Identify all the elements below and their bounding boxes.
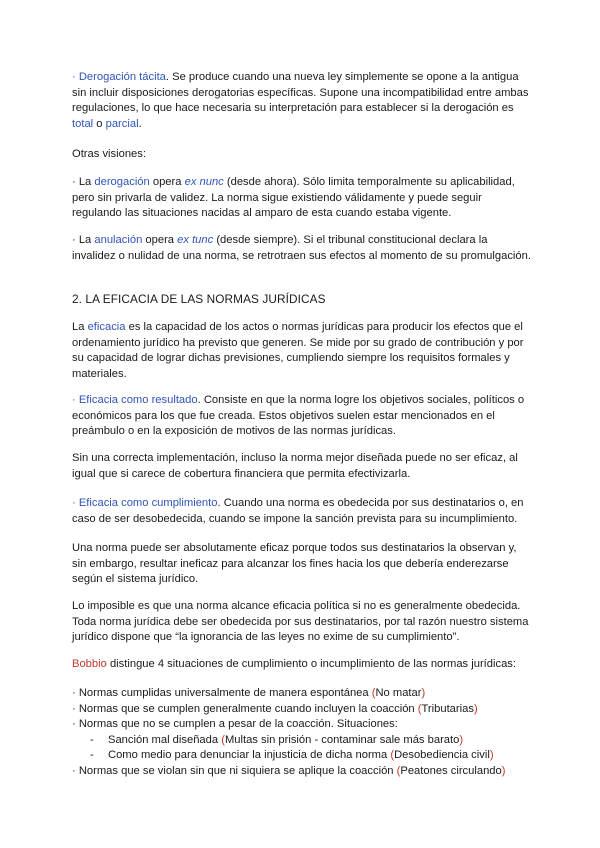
derogacion-prefix: · La: [72, 176, 95, 188]
derogacion-opera: opera: [149, 176, 185, 188]
connector-o: o: [93, 117, 106, 130]
list-subitem: - Como medio para denunciar la injusticia de dicha norma (Desobediencia civil): [72, 748, 532, 764]
list-situaciones: [72, 686, 532, 779]
list-item: · Normas que se violan sin que ni siquiera se aplique la coacción (Peatones circulando): [72, 764, 506, 777]
eficacia-prefix: La: [72, 321, 88, 333]
latin-ex-tunc: ex tunc: [177, 234, 214, 246]
derogacion-text: (desde ahora). Sólo limita temporalmente su aplicabilidad, pero sin privarla de validez. La norma sigue existiendo válidamente y puede seguir regulando las situaciones nacidas al amparo de esta cuando estaba vigente.: [72, 176, 515, 219]
anulacion-text: (desde siempre). Si el tribunal constitucional declara la invalidez o nulidad de una norma, se retrotraen sus efectos al momento de su promulgación.: [72, 234, 531, 262]
list-item: · Normas que se cumplen generalmente cuando incluyen la coacción (Tributarias): [72, 702, 478, 715]
list-item: · Normas cumplidas universalmente de manera espontánea (No matar): [72, 687, 426, 699]
situacion-example: Peatones circulando: [400, 764, 502, 777]
term-total: total: [72, 117, 94, 130]
term-derogacion: derogación: [94, 176, 150, 188]
paragraph-imposible: [72, 599, 532, 646]
situacion-text: Como medio para denunciar la injusticia de dicha norma: [108, 749, 391, 761]
eficacia-cumplimiento-text: . Cuando una norma es obedecida por sus destinatarios o, en caso de ser desobedecida, cuando se impone la sanción prevista para su incumplimiento.: [72, 497, 524, 525]
implementacion-text: Sin una correcta implementación, incluso la norma mejor diseñada puede no ser eficaz, al igual que si carece de cobertura financiera que permita efectivizarla.: [72, 452, 518, 480]
paragraph-eficacia-cumplimiento: [72, 496, 532, 527]
paragraph-implementacion: [72, 451, 532, 482]
derogacion-tacita-text: . Se produce cuando una nueva ley simplemente se opone a la antigua sin incluir disposiciones derogatorias específicas. Supone una incompatibilidad entre ambas regulaciones, lo que hace necesaria su interpretación para establecer si la derogación es: [72, 71, 529, 114]
eficacia-text: es la capacidad de los actos o normas jurídicas para producir los efectos que el ordenamiento jurídico ha previsto que generen. Se mide por su grado de contribución y por su capacidad de lograr dichas previsiones, cumpliendo siempre los requisitos formales y materiales.: [72, 321, 524, 380]
situacion-text: Sanción mal diseñada: [108, 733, 222, 746]
anulacion-prefix: · La: [72, 234, 95, 246]
section-title: [72, 292, 532, 308]
situacion-example: No matar: [375, 687, 422, 699]
situacion-text: · Normas que se violan sin que ni siquiera se aplique la coacción: [72, 764, 397, 777]
paragraph-eficacia-resultado: [72, 393, 532, 440]
situacion-text: · Normas que no se cumplen a pesar de la coacción. Situaciones:: [72, 718, 398, 730]
paragraph-bobbio: [72, 657, 532, 673]
paragraph-otras-visiones: [72, 147, 532, 163]
paragraph-derogacion-tacita: [72, 70, 532, 132]
eficacia-resultado-text: . Consiste en que la norma logre los objetivos sociales, políticos o económicos para los que fue creada. Estos objetivos suelen estar mencionados en el preámbulo o en la exposición de motivos de las normas jurídicas.: [72, 394, 525, 437]
imposible-text: Lo imposible es que una norma alcance eficacia política si no es generalmente obedecida. Toda norma jurídica debe ser obedecida por sus destinatarios, por tal razón nuestro sistema jurídico dispone que “la ignorancia de las leyes no exime de su cumplimiento”.: [72, 600, 529, 643]
paragraph-absolutamente-eficaz: [72, 541, 532, 588]
paragraph-eficacia-def: [72, 320, 532, 382]
paragraph-derogacion: [72, 175, 532, 222]
dash-marker: -: [90, 733, 94, 746]
list-subitem: - Sanción mal diseñada (Multas sin prisión - contaminar sale más barato): [72, 733, 532, 749]
period: .: [138, 117, 142, 130]
term-eficacia-resultado: · Eficacia como resultado: [72, 394, 198, 406]
absolutamente-eficaz-text: Una norma puede ser absolutamente eficaz porque todos sus destinatarios la observan y, sin embargo, resultar ineficaz para alcanzar los fines hacia los que debería enderezarse según el sistema jurídico.: [72, 542, 517, 585]
situacion-text: · Normas que se cumplen generalmente cuando incluyen la coacción: [72, 702, 418, 715]
list-item: [72, 717, 532, 733]
term-derogacion-tacita: Derogación tácita: [78, 71, 166, 83]
situacion-example: Multas sin prisión - contaminar sale más barato: [224, 733, 460, 746]
situacion-example: Desobediencia civil: [394, 749, 490, 761]
term-eficacia-cumplimiento: · Eficacia como cumplimiento: [72, 497, 218, 509]
situacion-text: · Normas cumplidas universalmente de manera espontánea: [72, 687, 372, 699]
term-parcial: parcial: [105, 117, 139, 130]
bullet-marker: ·: [72, 71, 79, 83]
name-bobbio: Bobbio: [72, 658, 107, 670]
bobbio-text: distingue 4 situaciones de cumplimiento o incumplimiento de las normas jurídicas:: [106, 658, 517, 670]
section-title-text: 2. LA EFICACIA DE LAS NORMAS JURÍDICAS: [72, 292, 326, 306]
otras-visiones-text: Otras visiones:: [72, 148, 146, 160]
situacion-example: Tributarias: [421, 702, 474, 715]
term-eficacia: eficacia: [87, 321, 126, 333]
dash-marker: -: [90, 749, 94, 761]
anulacion-opera: opera: [142, 234, 178, 246]
paragraph-anulacion: [72, 233, 532, 264]
term-anulacion: anulación: [94, 234, 143, 246]
latin-ex-nunc: ex nunc: [184, 176, 224, 188]
